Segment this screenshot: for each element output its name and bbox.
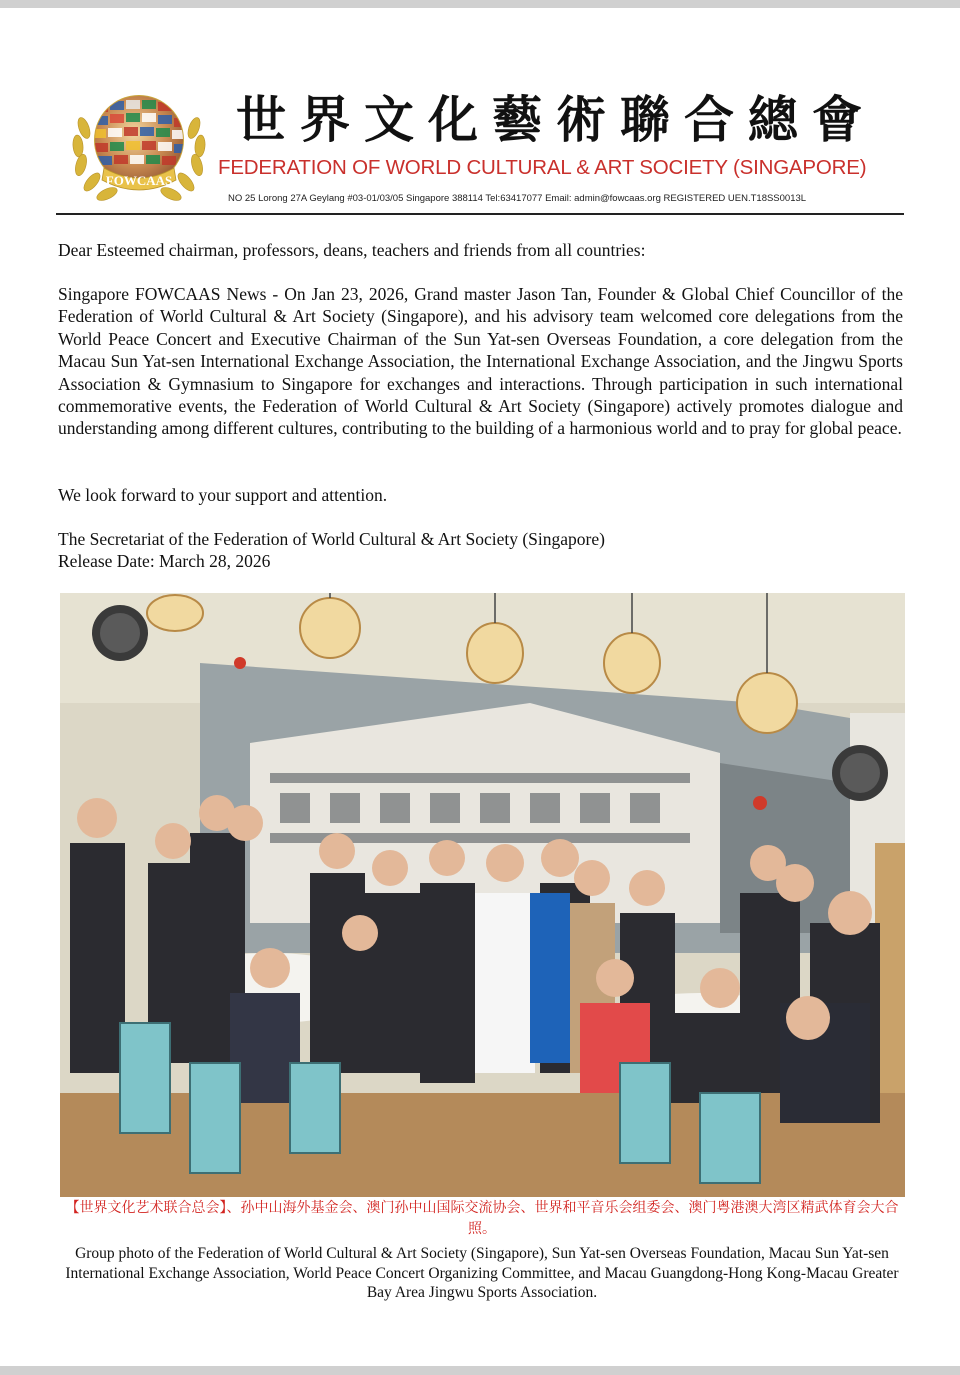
closing-line: We look forward to your support and attention. [58,485,388,505]
fowcaas-logo [64,88,214,208]
group-photo [60,593,905,1197]
top-border [0,0,960,8]
release-date: Release Date: March 28, 2026 [58,551,271,571]
caption-english: Group photo of the Federation of World Cultural & Art Society (Singapore), Sun Yat-sen Overseas Foundation, Macau Sun Yat-sen International Exchange Association, World Peace Concert Organizing Committee, and Macau Guangdong-Hong Kong-Macau Greater Bay Area Jingwu Sports Association. [65,1245,899,1302]
greeting: Dear Esteemed chairman, professors, deans, teachers and friends from all countries: [58,240,646,260]
bottom-border [0,1366,960,1375]
logo-text: FOWCAAS [105,173,173,188]
header-divider [56,213,904,215]
signature-line: The Secretariat of the Federation of World Cultural & Art Society (Singapore) [58,529,605,549]
caption-chinese: 【世界文化艺术联合总会】、孙中山海外基金会、澳门孙中山国际交流协会、世界和平音乐会组委会、澳门粤港澳大湾区精武体育会大合照。 [65,1200,899,1237]
english-title: FEDERATION OF WORLD CULTURAL & ART SOCIETY (SINGAPORE) [218,156,867,179]
chinese-title: 世界文化藝術聯合總會 [236,90,876,149]
body-paragraph: Singapore FOWCAAS News - On Jan 23, 2026, Grand master Jason Tan, Founder & Global Chief Councillor of the Federation of World Cultural & Art Society (Singapore), and his advisory team welcomed core delegations from the World Peace Concert and Executive Chairman of the Sun Yat-sen Overseas Foundation, a core delegation from the Macau Sun Yat-sen International Exchange Association, the International Exchange Association, and the Jingwu Sports Association & Gymnasium to Singapore for exchanges and interactions. Through participation in such international commemorative events, the Federation of World Cultural & Art Society (Singapore) actively promotes dialogue and understanding among different cultures, contributing to the building of a harmonious world and to pray for global peace. [58,284,903,439]
address-line: NO 25 Lorong 27A Geylang #03-01/03/05 Singapore 388114 Tel:63417077 Email: admin@fowcaas.org REGISTERED UEN.T18SS0013L [228,193,807,204]
